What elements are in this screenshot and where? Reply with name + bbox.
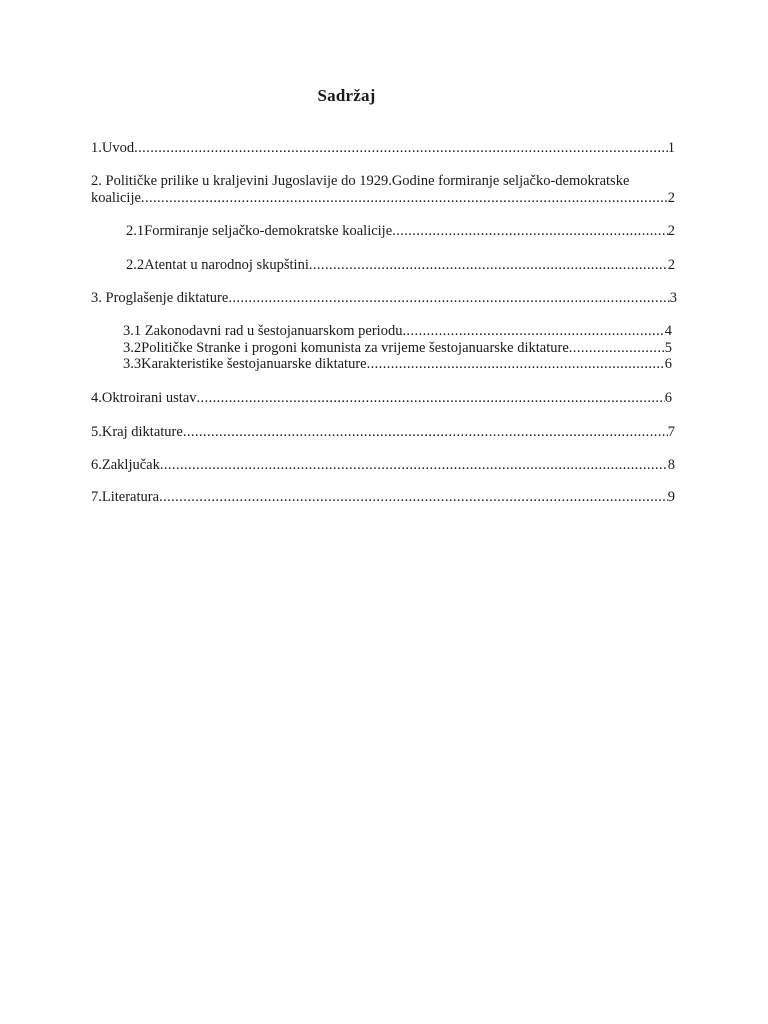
toc-entry-2-1[interactable] [126, 223, 675, 240]
toc-entry-3-2[interactable] [123, 340, 672, 357]
toc-entry-label: 3.3Karakteristike šestojanuarske diktature [123, 356, 367, 372]
toc-entry-label: 3.1 Zakonodavni rad u šestojanuarskom periodu [123, 323, 403, 339]
toc-entry-label: 3.2Političke Stranke i progoni komunista za vrijeme šestojanuarske diktature [123, 340, 569, 356]
toc-entry-label: 2.2Atentat u narodnoj skupštini [126, 257, 309, 273]
dot-leader [309, 257, 668, 274]
toc-entry-label: 1.Uvod [91, 140, 135, 156]
toc-entry-page: 2 [667, 257, 675, 273]
toc-entry-page: 5 [664, 340, 672, 356]
toc-entry-kraj-diktature[interactable] [91, 424, 675, 441]
dot-leader [367, 356, 665, 373]
toc-entry-oktroirani-ustav[interactable] [91, 390, 672, 407]
toc-entry-page: 2 [667, 190, 675, 206]
toc-entry-page: 8 [667, 457, 675, 473]
toc-entry-page: 7 [667, 424, 675, 440]
toc-entry-label-line1: 2. Političke prilike u kraljevini Jugoslavije do 1929.Godine formiranje seljačko-demokratske [91, 173, 630, 189]
toc-title-text: Sadržaj [317, 86, 376, 105]
toc-entry-page: 1 [667, 140, 675, 156]
dot-leader [197, 390, 665, 407]
toc-entry-label: 6.Zaključak [91, 457, 160, 473]
toc-entry-2-2[interactable] [126, 257, 675, 274]
toc-entry-3-1[interactable] [123, 323, 672, 340]
dot-leader [402, 323, 664, 340]
toc-entry-label: 4.Oktroirani ustav [91, 390, 197, 406]
dot-leader [183, 424, 668, 441]
toc-entry-page: 4 [664, 323, 672, 339]
dot-leader [569, 340, 665, 357]
toc-entry-page: 2 [667, 223, 675, 239]
dot-leader [141, 190, 668, 207]
toc-entry-label: 2.1Formiranje seljačko-demokratske koalicije [126, 223, 393, 239]
dot-leader [160, 457, 668, 474]
toc-entry-page: 3 [669, 290, 677, 306]
toc-entry-label: koalicije [91, 190, 141, 206]
dot-leader [159, 489, 668, 506]
toc-entry-page: 9 [667, 489, 675, 505]
toc-entry-label: 3. Proglašenje diktature [91, 290, 229, 306]
toc-entry-page: 6 [664, 356, 672, 372]
toc-entry-literatura[interactable] [91, 489, 675, 506]
toc-entry-uvod[interactable] [91, 140, 675, 157]
toc-entry-label: 7.Literatura [91, 489, 160, 505]
toc-entry-politicke-prilike[interactable] [91, 173, 675, 207]
dot-leader [392, 223, 668, 240]
toc-entry-page: 6 [664, 390, 672, 406]
dot-leader [228, 290, 669, 307]
toc-title [0, 86, 768, 106]
dot-leader [134, 140, 668, 157]
toc-entry-zakljucak[interactable] [91, 457, 675, 474]
toc-entry-label: 5.Kraj diktature [91, 424, 183, 440]
toc-entry-proglasenje[interactable] [91, 290, 677, 307]
toc-entry-3-3[interactable] [123, 356, 672, 373]
